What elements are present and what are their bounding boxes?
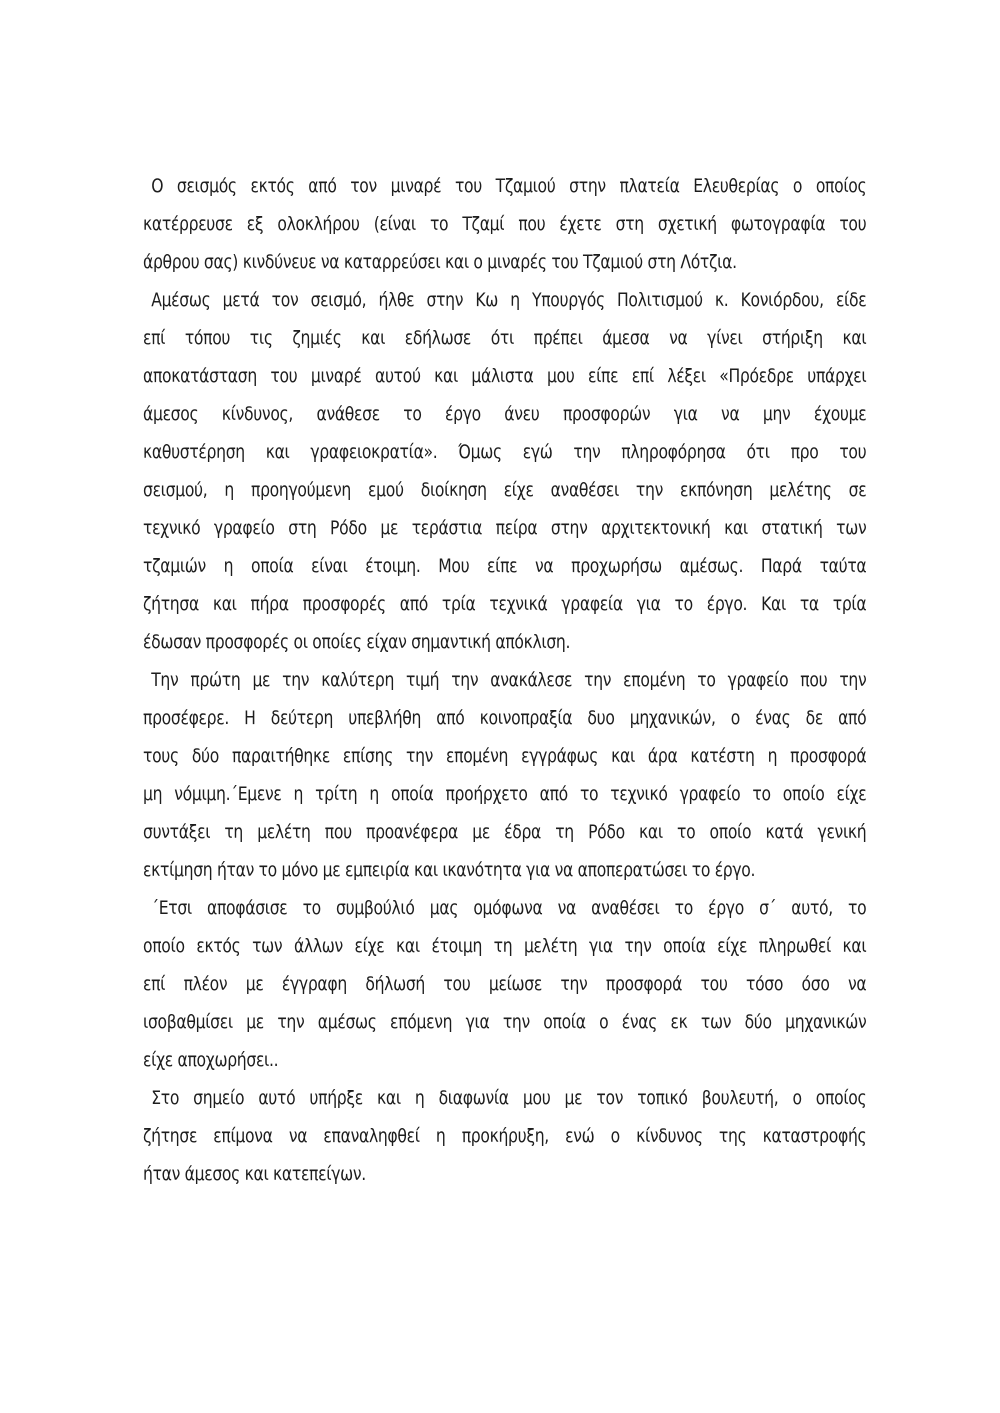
text-line: ζήτησε επίμονα να επαναληφθεί η προκήρυξη, ενώ ο κίνδυνος της καταστροφής [143,1125,867,1147]
text-line: άμεσος κίνδυνος, ανάθεσε το έργο άνευ προσφορών για να μην έχουμε [143,403,867,425]
paragraph [143,1079,866,1193]
text-line: ζήτησα και πήρα προσφορές από τρία τεχνικά γραφεία για το έργο. Και τα τρία [143,593,867,615]
text-line: κατέρρευσε εξ ολοκλήρου (είναι το Τζαμί που έχετε στη σχετική φωτογραφία του [143,213,867,235]
text-line: μη νόμιμη.΄Εμενε η τρίτη η οποία προήρχετο από το τεχνικό γραφείο το οποίο είχε [143,783,867,805]
text-line: εκτίμηση ήταν το μόνο με εμπειρία και ικανότητα για να αποπερατώσει το έργο. [143,859,756,881]
text-line: άρθρου σας) κινδύνευε να καταρρεύσει και ο μιναρές του Τζαμιού στη Λότζια. [143,251,737,273]
text-line: ήταν άμεσος και κατεπείγων. [143,1163,366,1185]
text-line: επί τόπου τις ζημιές και εδήλωσε ότι πρέπει άμεσα να γίνει στήριξη και [143,327,867,349]
text-line: αποκατάσταση του μιναρέ αυτού και μάλιστα μου είπε επί λέξει «Πρόεδρε υπάρχει [143,365,867,387]
paragraph [143,889,866,1079]
text-line: ισοβαθμίσει με την αμέσως επόμενη για την οποία ο ένας εκ των δύο μηχανικών [143,1011,867,1033]
text-line: είχε αποχωρήσει.. [143,1049,279,1071]
text-line: σεισμού, η προηγούμενη εμού διοίκηση είχε αναθέσει την εκπόνηση μελέτης σε [143,479,867,501]
paragraph [143,661,866,889]
text-line: τους δύο παραιτήθηκε επίσης την επομένη εγγράφως και άρα κατέστη η προσφορά [143,745,867,767]
text-line: Την πρώτη με την καλύτερη τιμή την ανακάλεσε την επομένη το γραφείο που την [151,669,867,691]
text-line: Στο σημείο αυτό υπήρξε και η διαφωνία μου με τον τοπικό βουλευτή, ο οποίος [151,1087,867,1109]
text-line: ΄Ετσι αποφάσισε το συμβούλιό μας ομόφωνα να αναθέσει το έργο σ΄ αυτό, το [151,897,867,919]
text-line: προσέφερε. Η δεύτερη υπεβλήθη από κοινοπραξία δυο μηχανικών, ο ένας δε από [143,707,867,729]
paragraph [143,281,866,661]
text-line: τεχνικό γραφείο στη Ρόδο με τεράστια πείρα στην αρχιτεκτονική και στατική των [143,517,867,539]
paragraph [143,167,866,281]
text-line: τζαμιών η οποία είναι έτοιμη. Μου είπε να προχωρήσω αμέσως. Παρά ταύτα [143,555,867,577]
text-line: επί πλέον με έγγραφη δήλωσή του μείωσε την προσφορά του τόσο όσο να [143,973,867,995]
text-line: συντάξει τη μελέτη που προανέφερα με έδρα τη Ρόδο και το οποίο κατά γενική [143,821,867,843]
document-text [143,167,866,1193]
text-line: οποίο εκτός των άλλων είχε και έτοιμη τη μελέτη για την οποία είχε πληρωθεί και [143,935,867,957]
text-line: καθυστέρηση και γραφειοκρατία». Όμως εγώ την πληροφόρησα ότι προ του [143,441,867,463]
text-line: Ο σεισμός εκτός από τον μιναρέ του Τζαμιού στην πλατεία Ελευθερίας ο οποίος [151,175,867,197]
text-line: έδωσαν προσφορές οι οποίες είχαν σημαντική απόκλιση. [143,631,571,653]
text-line: Αμέσως μετά τον σεισμό, ήλθε στην Κω η Υπουργός Πολιτισμού κ. Κονιόρδου, είδε [151,289,867,311]
